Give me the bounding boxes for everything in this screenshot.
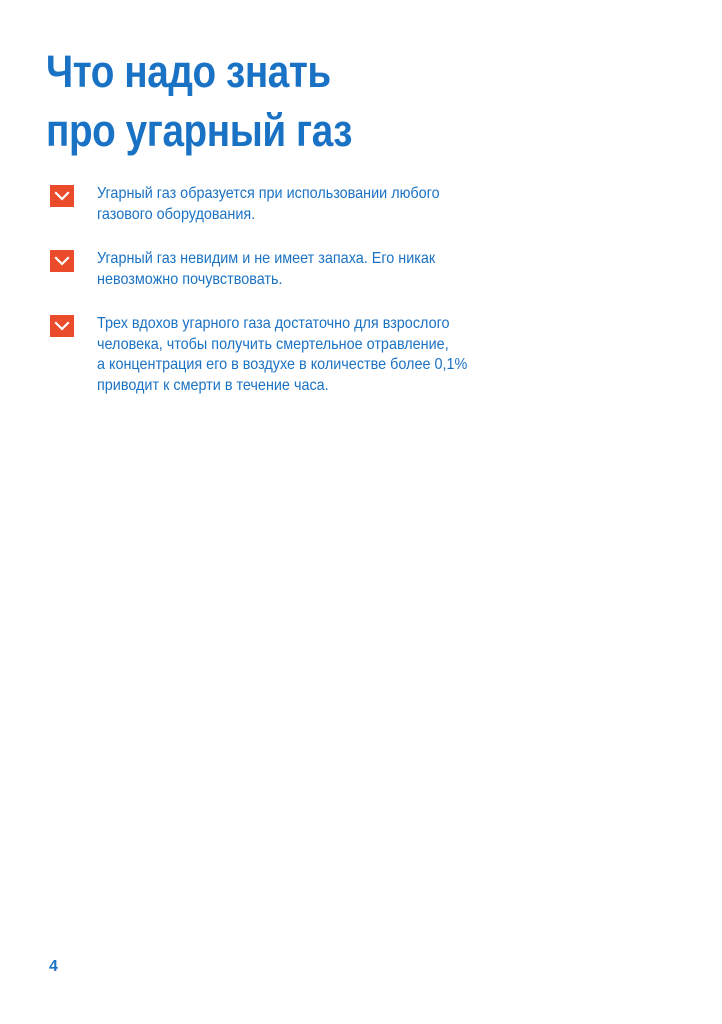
list-item: [50, 249, 610, 290]
list-item-text: Угарный газ образуется при использовании любого газового оборудования.: [97, 185, 440, 223]
checkmark-icon: [50, 250, 74, 272]
list-item: [50, 184, 610, 225]
page-title-line-1: Что надо знать: [46, 46, 331, 97]
checkmark-icon: [50, 315, 74, 337]
list-item-text: Угарный газ невидим и не имеет запаха. Его никак невозможно почувствовать.: [97, 250, 436, 288]
page-title-line-2: про угарный газ: [46, 105, 353, 156]
page-number: 4: [49, 958, 58, 975]
list-item: [50, 314, 610, 396]
page-title: [46, 42, 352, 160]
bullet-list: [50, 184, 610, 420]
list-item-text: Трех вдохов угарного газа достаточно для взрослого человека, чтобы получить смертельное отравление, а концентрация его в воздухе в количестве более 0,1% приводит к смерти в течение часа.: [97, 315, 468, 394]
checkmark-icon: [50, 185, 74, 207]
